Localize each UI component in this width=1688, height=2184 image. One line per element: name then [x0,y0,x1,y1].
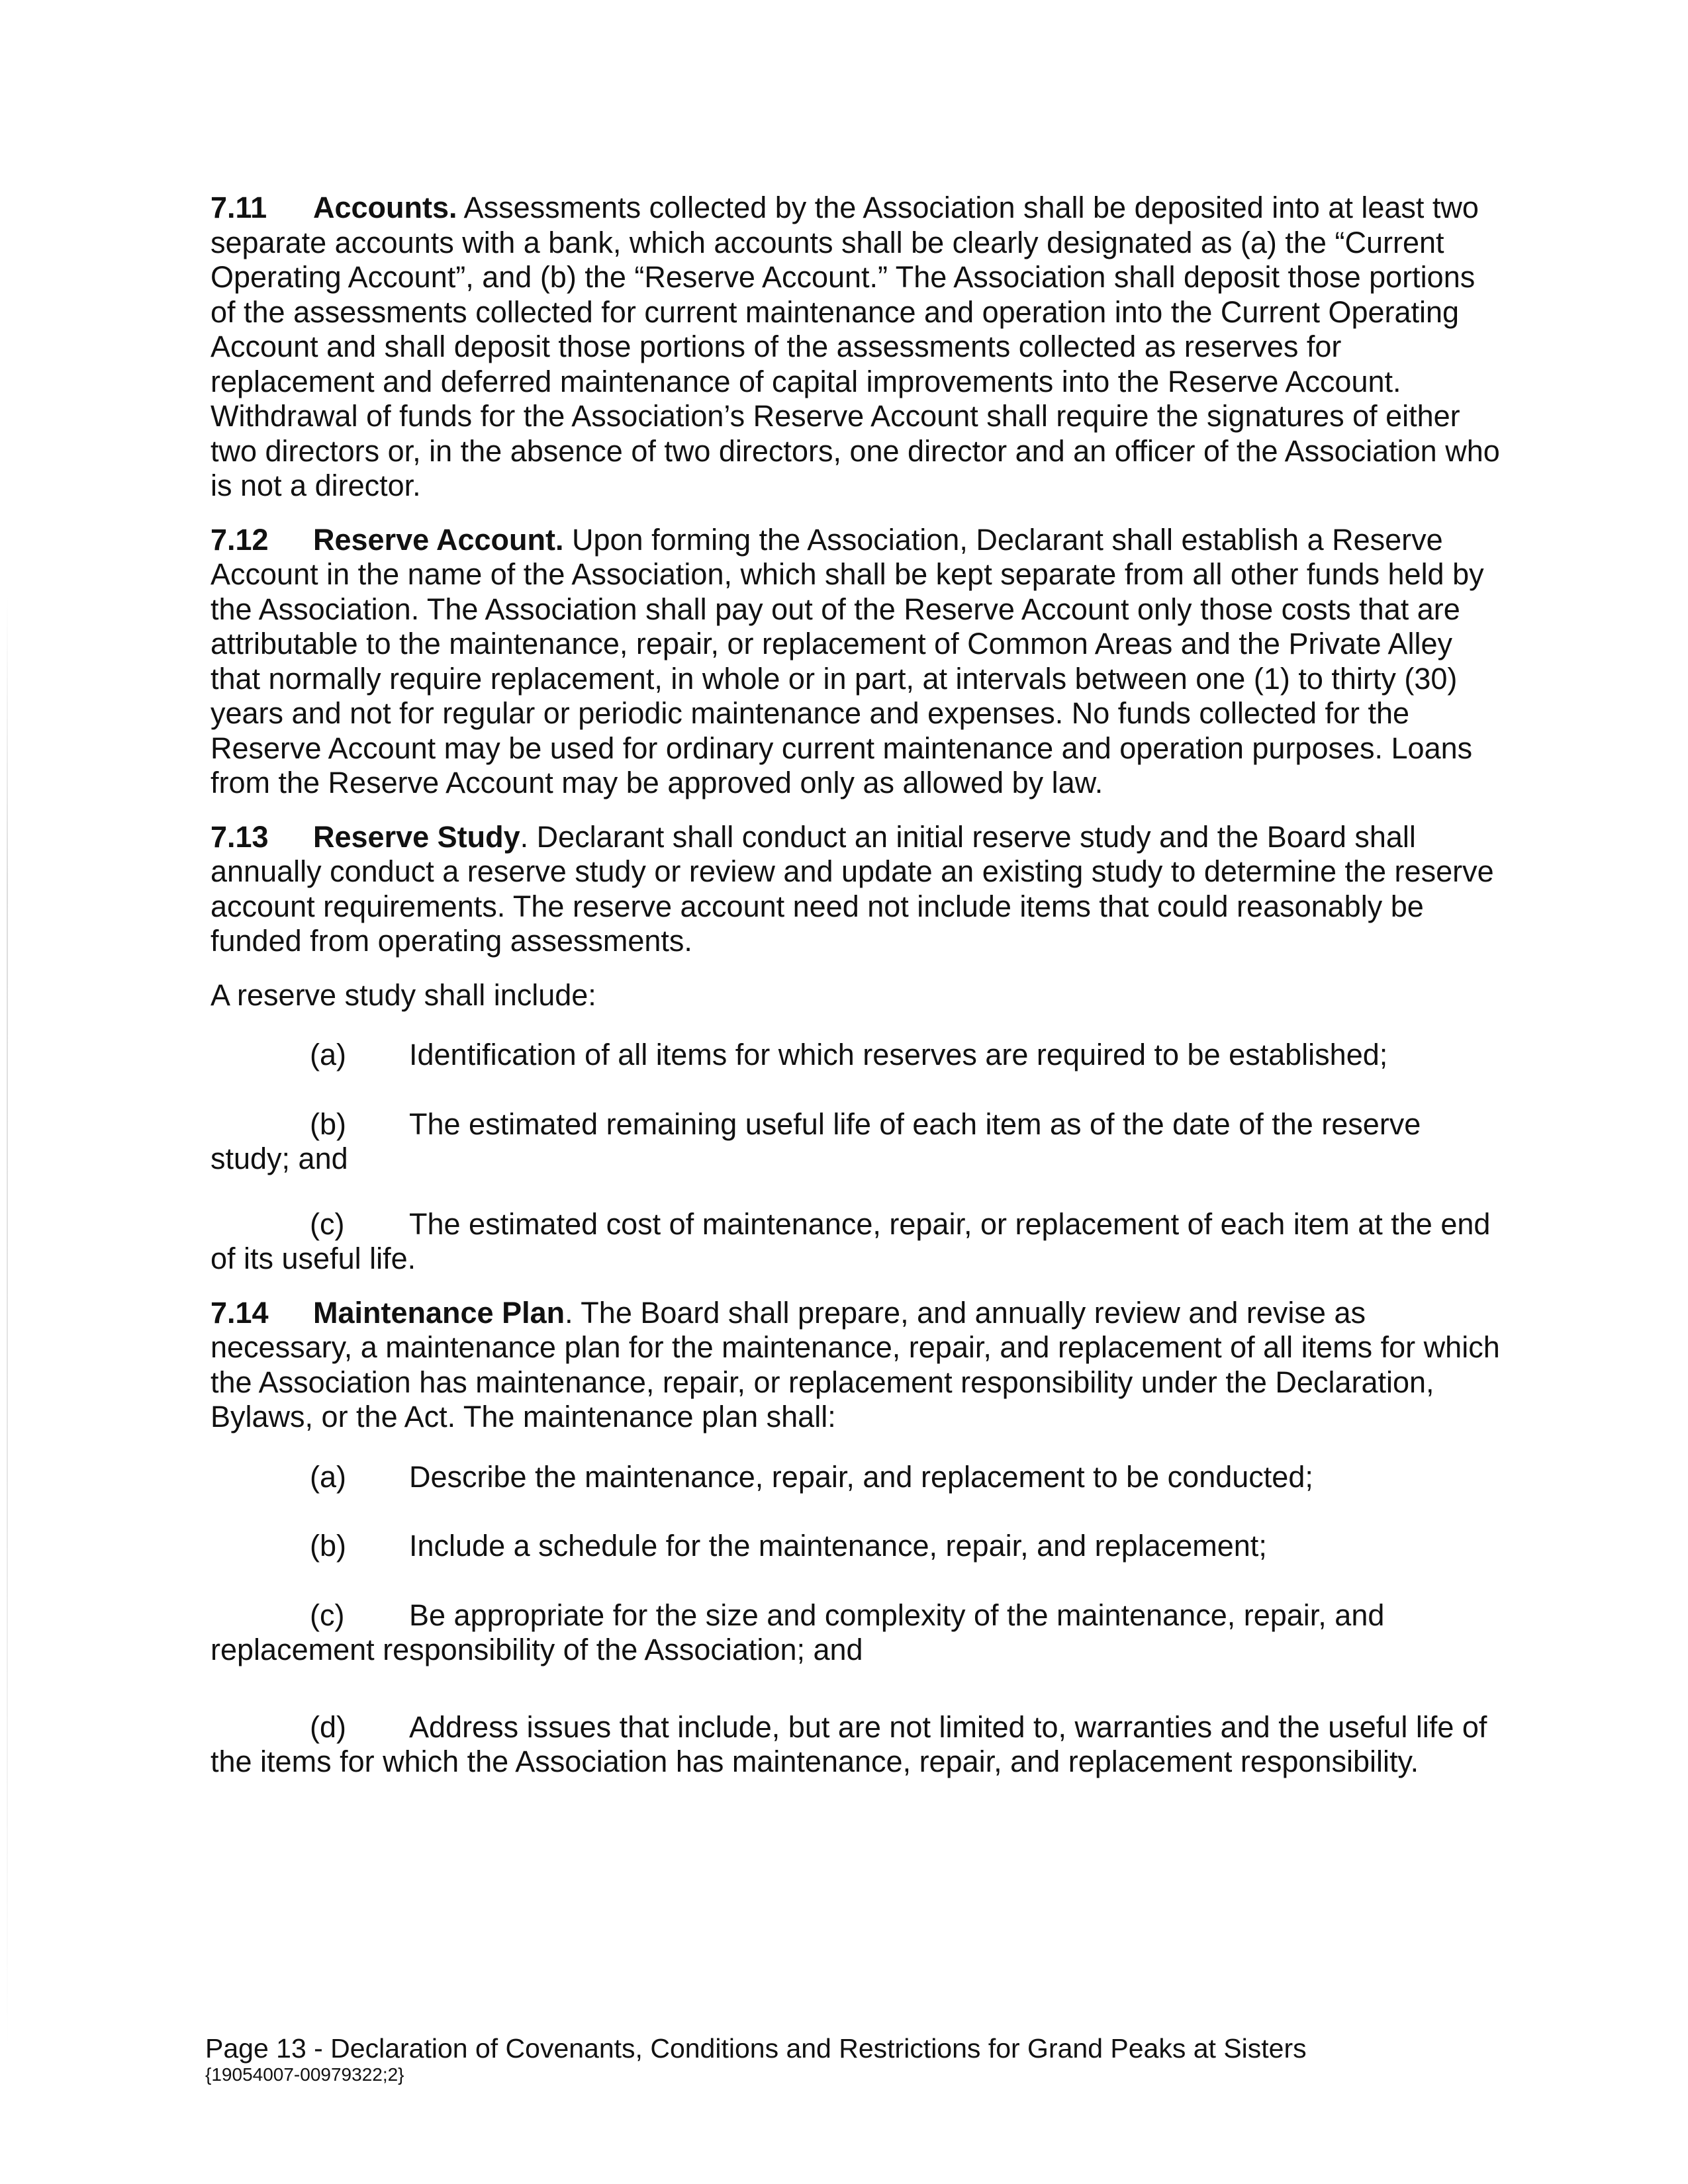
section-heading: Reserve Account. [313,522,564,557]
list-item [211,1598,1508,1668]
section-text: Upon forming the Association, Declarant shall establish a Reserve Account in the name of the Association, which shall be kept separate from all other funds held by the Association. The Association shall pay out of the Reserve Account only those costs that are attributable to the maintenance, repair, or replacement of Common Areas and the Private Alley that normally require replacement, in whole or in part, at intervals between one (1) to thirty (30) years and not for regular or periodic maintenance and expenses. No funds collected for the Reserve Account may be used for ordinary current maintenance and operation purposes. Loans from the Reserve Account may be approved only as allowed by law. [211,522,1484,799]
section-number: 7.14 [211,1295,269,1330]
section-number: 7.13 [211,819,269,854]
section-text: . The Board shall prepare, and annually review and revise as necessary, a maintenance plan for the maintenance, repair, and replacement of all items for which the Association has maintenance, repair, or replacement responsibility under the Declaration, Bylaws, or the Act. The maintenance plan shall: [211,1295,1500,1433]
item-letter: (a) [310,1038,346,1071]
reserve-study-intro: A reserve study shall include: [211,978,596,1012]
item-text: Describe the maintenance, repair, and replacement to be conducted; [409,1459,1313,1494]
item-letter: (b) [310,1107,346,1141]
item-letter: (a) [310,1459,346,1494]
footer-page-line: Page 13 - Declaration of Covenants, Conditions and Restrictions for Grand Peaks at Sisters [205,2033,1307,2064]
item-text: Address issues that include, but are not limited to, warranties and the useful life of the items for which the Association has maintenance, repair, and replacement responsibility. [211,1709,1487,1778]
item-text: The estimated remaining useful life of each item as of the date of the reserve study; and [211,1107,1421,1175]
item-letter: (c) [310,1598,345,1632]
item-text: Include a schedule for the maintenance, repair, and replacement; [409,1529,1267,1563]
document-body [211,191,1508,1810]
item-text: Identification of all items for which reserves are required to be established; [409,1038,1388,1071]
list-item [211,1207,1508,1277]
list-item [211,1460,1508,1495]
section-text: . Declarant shall conduct an initial reserve study and the Board shall annually conduct a reserve study or review and update an existing study to determine the reserve account requirements. The reserve account need not include items that could reasonably be funded from operating assessments. [211,819,1494,958]
page-footer [205,2033,1529,2086]
section-7-14 [211,1296,1508,1435]
section-number: 7.12 [211,522,269,557]
section-heading: Reserve Study [313,819,520,854]
list-item [211,1529,1508,1564]
list-item [211,1038,1508,1073]
item-text: The estimated cost of maintenance, repair, or replacement of each item at the end of its useful life. [211,1206,1491,1275]
item-letter: (d) [310,1709,346,1744]
section-number: 7.11 [211,191,267,224]
scan-edge-artifact [7,596,8,2052]
section-7-13 [211,820,1508,959]
list-item [211,1107,1508,1177]
item-letter: (b) [310,1529,346,1563]
item-letter: (c) [310,1206,345,1241]
section-heading: Accounts. [313,191,457,224]
list-item [211,1710,1508,1780]
section-heading: Maintenance Plan [313,1295,565,1330]
section-7-12 [211,523,1508,801]
item-text: Be appropriate for the size and complexity of the maintenance, repair, and replacement responsibility of the Association; and [211,1598,1385,1666]
section-7-11 [211,191,1508,504]
section-text: Assessments collected by the Association shall be deposited into at least two separate accounts with a bank, which accounts shall be clearly designated as (a) the “Current Operating Account”, and (b) the “Reserve Account.” The Association shall deposit those portions of the assessments collected for current maintenance and operation into the Current Operating Account and shall deposit those portions of the assessments collected as reserves for replacement and deferred maintenance of capital improvements into the Reserve Account. Withdrawal of funds for the Association’s Reserve Account shall require the signatures of either two directors or, in the absence of two directors, one director and an officer of the Association who is not a director. [211,191,1500,502]
footer-document-id: {19054007-00979322;2} [205,2064,404,2085]
